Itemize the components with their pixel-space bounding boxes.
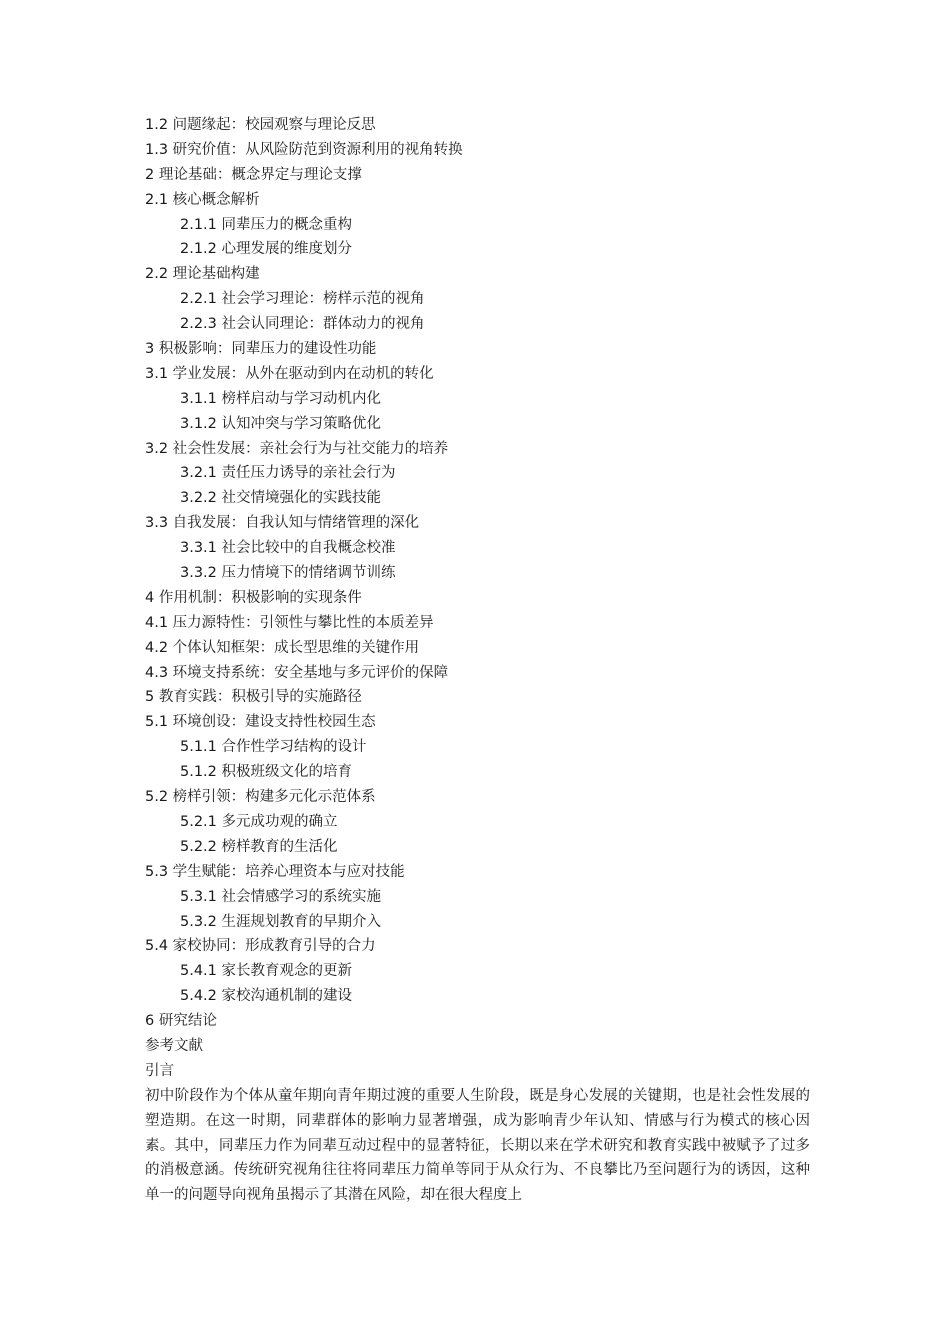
toc-entry: 3.3.2 压力情境下的情绪调节训练: [180, 565, 396, 582]
toc-entry: 5 教育实践：积极引导的实施路径: [145, 689, 362, 706]
intro-heading: 引言: [145, 1062, 174, 1079]
toc-entry: 1.2 问题缘起：校园观察与理论反思: [145, 117, 376, 133]
toc-entry: 4 作用机制：积极影响的实现条件: [145, 589, 362, 606]
toc-entry: 参考文献: [145, 1037, 203, 1054]
toc-entry: 4.1 压力源特性：引领性与攀比性的本质差异: [145, 614, 434, 631]
toc-entry: 5.1.1 合作性学习结构的设计: [180, 739, 367, 756]
toc-entry: 3.1.1 榜样启动与学习动机内化: [180, 390, 382, 407]
table-of-contents: [145, 113, 810, 1059]
toc-entry: 3.1.2 认知冲突与学习策略优化: [180, 415, 382, 432]
toc-entry: 2.2 理论基础构建: [145, 266, 260, 283]
toc-entry: 5.2 榜样引领：构建多元化示范体系: [145, 789, 376, 806]
toc-entry: 5.3.1 社会情感学习的系统实施: [180, 888, 382, 905]
toc-entry: 5.3.2 生涯规划教育的早期介入: [180, 913, 382, 930]
toc-entry: 5.4.1 家长教育观念的更新: [180, 963, 353, 980]
toc-entry: 3 积极影响：同辈压力的建设性功能: [145, 341, 377, 358]
toc-entry: 5.2.1 多元成功观的确立: [180, 813, 338, 830]
toc-entry: 3.3 自我发展：自我认知与情绪管理的深化: [145, 515, 420, 532]
toc-entry: 2.1 核心概念解析: [145, 191, 260, 208]
intro-paragraph: 初中阶段作为个体从童年期向青年期过渡的重要人生阶段，既是身心发展的关键期，也是社会性发展的塑造期。在这一时期，同辈群体的影响力显著增强，成为影响青少年认知、情感与行为模式的核心因素。其中，同辈压力作为同辈互动过程中的显著特征，长期以来在学术研究和教育实践中被赋予了过多的消极意涵。传统研究视角往往将同辈压力简单等同于从众行为、不良攀比乃至问题行为的诱因，这种单一的问题导向视角虽揭示了其潜在风险，却在很大程度上: [145, 1087, 810, 1204]
toc-entry: 3.3.1 社会比较中的自我概念校准: [180, 540, 396, 557]
toc-entry: 4.3 环境支持系统：安全基地与多元评价的保障: [145, 664, 449, 681]
toc-entry: 5.4.2 家校沟通机制的建设: [180, 988, 353, 1005]
toc-entry: 2.2.3 社会认同理论：群体动力的视角: [180, 316, 425, 333]
toc-entry: 2.1.1 同辈压力的概念重构: [180, 216, 353, 233]
document-page: [145, 113, 810, 1208]
toc-entry: 3.2 社会性发展：亲社会行为与社交能力的培养: [145, 440, 449, 457]
toc-entry: 3.1 学业发展：从外在驱动到内在动机的转化: [145, 365, 434, 382]
toc-entry: 6 研究结论: [145, 1013, 217, 1030]
toc-entry: 2 理论基础：概念界定与理论支撑: [145, 166, 362, 183]
toc-entry: 3.2.1 责任压力诱导的亲社会行为: [180, 465, 396, 482]
toc-entry: 5.1.2 积极班级文化的培育: [180, 764, 353, 781]
toc-entry: 4.2 个体认知框架：成长型思维的关键作用: [145, 639, 420, 656]
toc-entry: 5.3 学生赋能：培养心理资本与应对技能: [145, 863, 405, 880]
toc-entry: 1.3 研究价值：从风险防范到资源利用的视角转换: [145, 141, 463, 158]
toc-entry: 3.2.2 社交情境强化的实践技能: [180, 490, 382, 507]
toc-entry: 5.1 环境创设：建设支持性校园生态: [145, 714, 376, 731]
toc-entry: 2.2.1 社会学习理论：榜样示范的视角: [180, 291, 425, 308]
toc-entry: 2.1.2 心理发展的维度划分: [180, 241, 353, 258]
toc-entry: 5.4 家校协同：形成教育引导的合力: [145, 938, 376, 955]
toc-entry: 5.2.2 榜样教育的生活化: [180, 838, 338, 855]
